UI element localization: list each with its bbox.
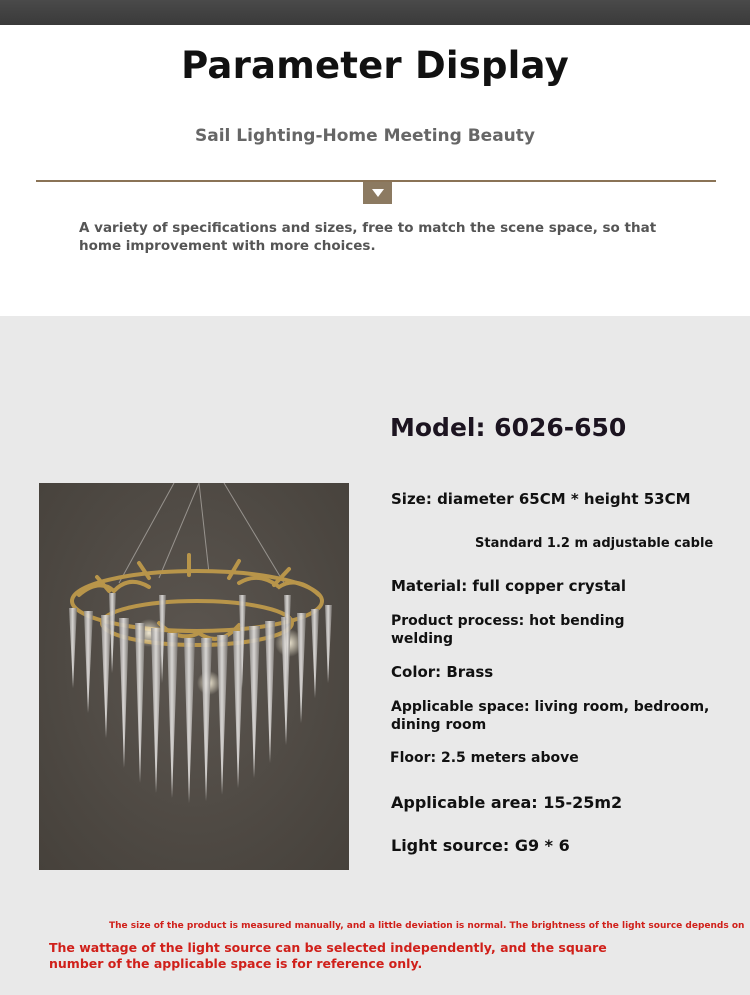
caret-down-icon: [372, 189, 384, 197]
page-title: Parameter Display: [181, 44, 569, 87]
spec-color: Color: Brass: [391, 663, 494, 681]
product-photo: [39, 483, 349, 870]
page-subtitle: Sail Lighting-Home Meeting Beauty: [195, 126, 535, 146]
disclaimer-note: The wattage of the light source can be selected independently, and the square number of the applicable space is for reference only.: [49, 940, 607, 971]
spec-light-source: Light source: G9 * 6: [391, 836, 570, 855]
spec-cable: Standard 1.2 m adjustable cable: [475, 536, 714, 551]
spec-floor: Floor: 2.5 meters above: [390, 750, 579, 766]
measurement-note: The size of the product is measured manually, and a little deviation is normal. The brightness of the light source depends on: [109, 921, 745, 931]
divider-tab: [363, 182, 392, 204]
spec-space: Applicable space: living room, bedroom, dining room: [391, 699, 710, 733]
intro-paragraph: A variety of specifications and sizes, free to match the scene space, so that home improvement with more choices.: [79, 220, 657, 254]
spec-size: Size: diameter 65CM * height 53CM: [391, 490, 691, 508]
model-label: Model: 6026-650: [390, 413, 627, 442]
spec-process: Product process: hot bending welding: [391, 613, 625, 647]
spec-material: Material: full copper crystal: [391, 577, 627, 595]
top-dark-strip: [0, 0, 750, 25]
spec-area: Applicable area: 15-25m2: [391, 793, 623, 812]
chandelier-illustration: [39, 483, 349, 870]
